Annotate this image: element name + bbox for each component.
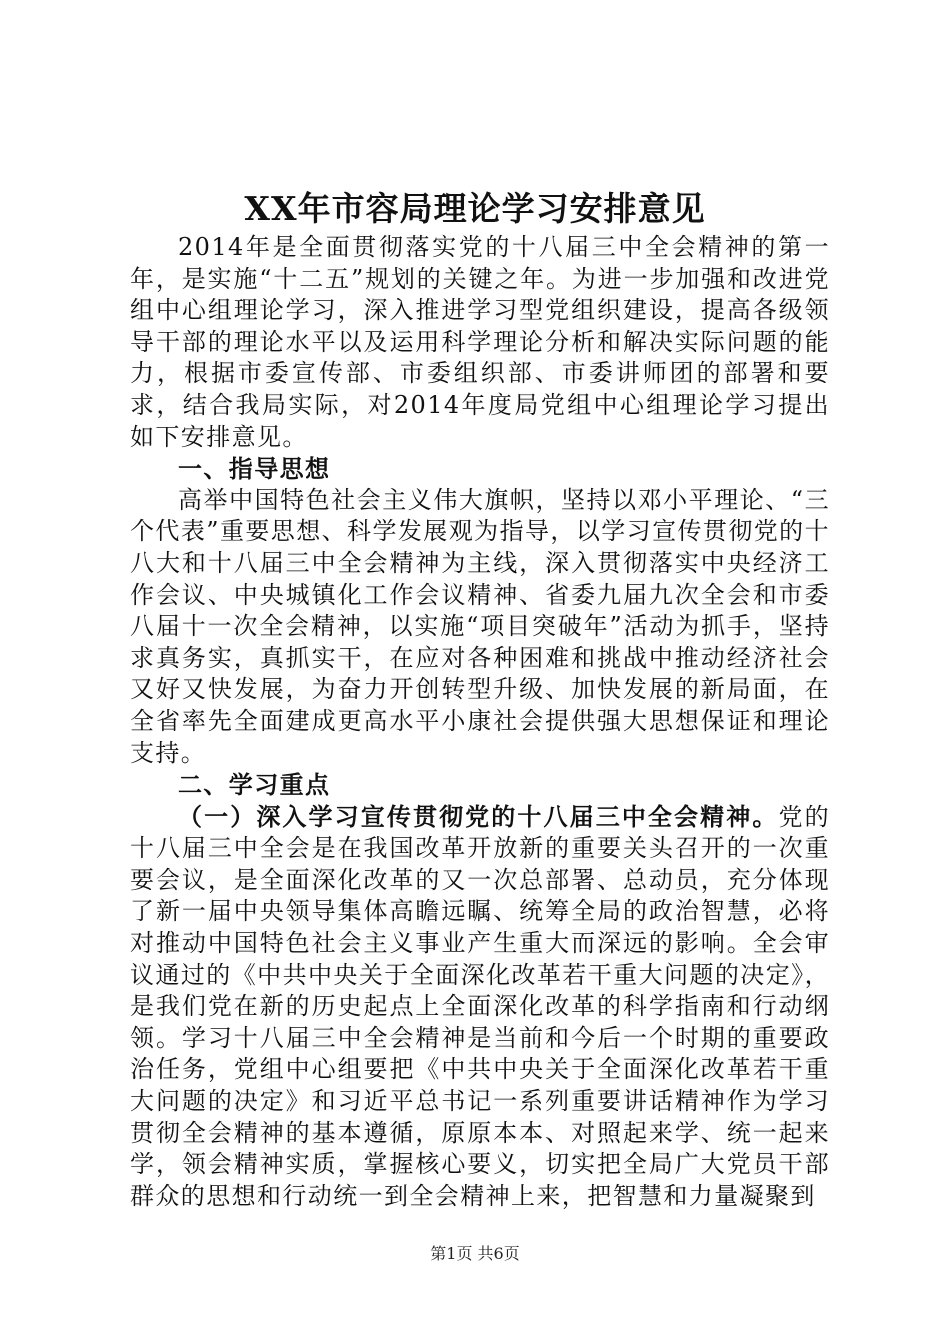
section-heading-study-focus: 二、学习重点: [178, 770, 331, 800]
study-focus-item-1-text: 党的十八届三中全会是在我国改革开放新的重要关头召开的一次重要会议，是全面深化改革的又一次总部署、总动员，充分体现了新一届中央领导集体高瞻远瞩、统筹全局的政治智慧，必将对推动中国特色社会主义事业产生重大而深远的影响。全会审议通过的《中共中央关于全面深化改革若干重大问题的决定》，是我们党在新的历史起点上全面深化改革的科学指南和行动纲领。学习十八届三中全会精神是当前和今后一个时期的重要政治任务，党组中心组要把《中共中央关于全面深化改革若干重大问题的决定》和习近平总书记一系列重要讲话精神作为学习贯彻全会精神的基本遵循，原原本本、对照起来学、统一起来学，领会精神实质，掌握核心要义，切实把全局广大党员干部群众的思想和行动统一到全会精神上来，把智慧和力量凝聚到: [130, 802, 830, 1210]
guiding-ideology-paragraph: 高举中国特色社会主义伟大旗帜，坚持以邓小平理论、“三个代表”重要思想、科学发展观为指导，以学习宣传贯彻党的十八大和十八届三中全会精神为主线，深入贯彻落实中央经济工作会议、中央城镇化工作会议精神、省委九届九次全会和市委八届十一次全会精神，以实施“项目突破年”活动为抓手，坚持求真务实，真抓实干，在应对各种困难和挑战中推动经济社会又好又快发展，为奋力开创转型升级、加快发展的新局面，在全省率先全面建成更高水平小康社会提供强大思想保证和理论支持。: [130, 485, 830, 767]
study-focus-item-1-lead: （一）深入学习宣传贯彻党的十八届三中全会精神。: [178, 801, 779, 831]
document-title: XX年市容局理论学习安排意见: [244, 189, 706, 228]
page-number-footer: 第1页 共6页: [430, 1244, 520, 1263]
intro-paragraph: 2014年是全面贯彻落实党的十八届三中全会精神的第一年，是实施“十二五”规划的关键之年。为进一步加强和改进党组中心组理论学习，深入推进学习型党组织建设，提高各级领导干部的理论水平以及运用科学理论分析和解决实际问题的能力，根据市委宣传部、市委组织部、市委讲师团的部署和要求，结合我局实际，对2014年度局党组中心组理论学习提出如下安排意见。: [130, 233, 830, 451]
document-body: [130, 232, 830, 1212]
section-heading-guiding-ideology: 一、指导思想: [178, 454, 331, 484]
study-focus-item-1: [130, 801, 830, 1213]
